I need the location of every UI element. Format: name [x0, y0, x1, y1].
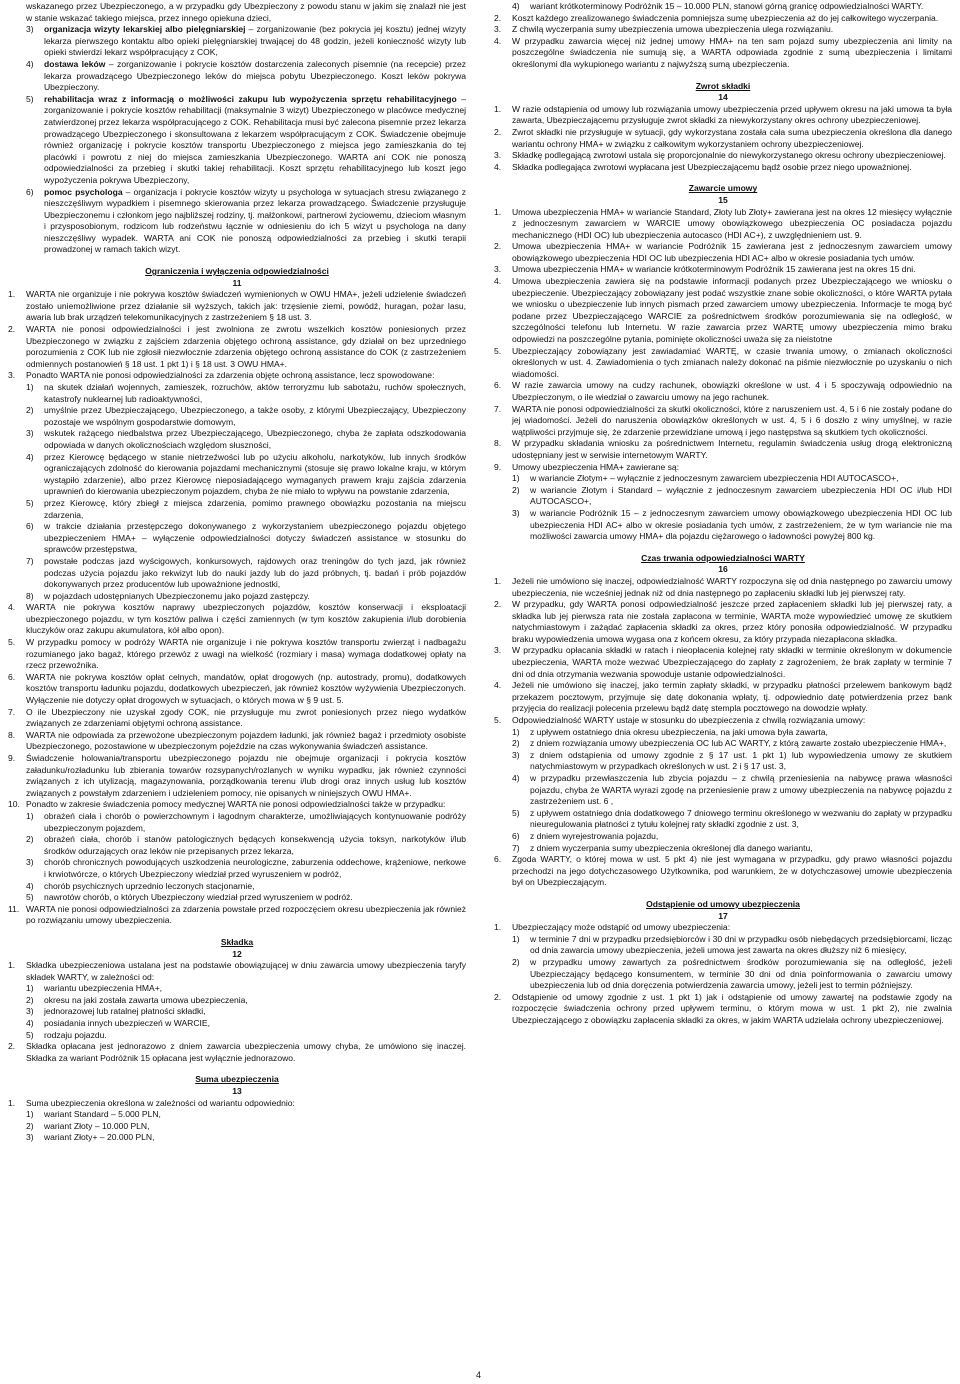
section-title: Suma ubezpieczenia: [195, 1074, 279, 1085]
item-number: 10.: [8, 799, 20, 810]
section-15: [494, 183, 952, 542]
section-number: 11: [232, 277, 242, 288]
item-text: W przypadku pomocy w podróży WARTA nie organizuje i nie pokrywa kosztów transportu zwierząt i nadbagażu rozumianego jako bagaż, którego przewóz z uwagi na wielkość (rozmiary i masa) wymaga dodatkowej opłaty na rzecz przewoźnika.: [26, 637, 466, 671]
item-text: wskutek rażącego niedbalstwa przez Ubezpieczającego, Ubezpieczonego, chyba że zapłata odszkodowania odpowiada w danych okolicznościach względom słuszności,: [44, 428, 466, 450]
item-text: chorób chronicznych powodujących uszkodzenia neurologiczne, zaburzenia oddechowe, krążeniowe, nerkowe i krwiotwórcze, o których Ubezpieczony wiedział przed wyruszeniem w podróż,: [44, 857, 466, 879]
list-subitem: [512, 738, 952, 750]
item-number: 1.: [8, 960, 16, 971]
item-number: 9.: [494, 461, 502, 472]
list-subitem: [512, 831, 952, 843]
list-item: [494, 715, 952, 727]
list-subitem: [512, 485, 952, 508]
item-text: W przypadku, gdy WARTA ponosi odpowiedzialność jeszcze przed zapłaceniem składki lub jej pierwszej raty, a składka lub jej pierwsza rata nie została zapłacona w terminie, WARTA może wypowiedzieć umowę ze skutkiem natychmiastowym i zażądać zapłacenia składki za okres, przez który ponosiła odpowiedzialność. W przypadku braku wypowiedzenia umowa wygasa ona z końcem okresu, za który przypada niezapłacona składka.: [512, 599, 952, 644]
list-subitem: [26, 94, 466, 187]
item-number: 3): [26, 24, 34, 35]
list-subitem: [26, 556, 466, 591]
item-number: 9.: [8, 753, 16, 763]
item-text: Umowa ubezpieczenia HMA+ w wariancie Podróżnik 15 zawierana jest z jednoczesnym zawarciem umowy obowiązkowego ubezpieczenia HDI OC lub ubezpieczenia HDI AC+ albo w okresie posiadania tych umów.: [512, 241, 952, 263]
item-number: 4): [512, 773, 520, 783]
item-text: przez Kierowcę, który zbiegł z miejsca zdarzenia, pomimo prawnego obowiązku pozostania na miejscu zdarzenia,: [44, 497, 466, 520]
item-number: 2): [512, 484, 520, 495]
section-17: [494, 899, 952, 1027]
item-text: Składka podlegająca zwrotowi wypłacana jest Ubezpieczającemu bądź osobie przez niego upoważnionej.: [512, 161, 912, 172]
list-item: [8, 289, 466, 324]
list-item: [494, 680, 952, 715]
item-number: 4): [26, 880, 34, 891]
item-text: powstałe podczas jazd wyścigowych, konkursowych, rajdowych oraz treningów do tych jazd, jak również podczas użycia pojazdu jako rekwizyt lub do nauki jazdy lub do jazd próbnych, tj. badań i prób pojazdów dokonywanych przez producentów lub upoważnione jednostki,: [44, 555, 466, 590]
item-text: Jeżeli nie umówiono się inaczej, jako termin zapłaty składki, w przypadku płatności przelewem bankowym bądź przekazem pocztowym, przyjmuje się datę dokonania wpłaty, tj. odpowiednio datę potwierdzenia przez bank przyjęcia do realizacji polecenia przelewu bądź datę stempla pocztowego na dowodzie wpłaty.: [512, 680, 952, 714]
list-item: [494, 462, 952, 474]
item-text: Ponadto w zakresie świadczenia pomocy medycznej WARTA nie ponosi odpowiedzialności także w przypadku:: [26, 799, 446, 810]
item-text: Odpowiedzialność WARTY ustaje w stosunku do ubezpieczenia z chwilą rozwiązania umowy:: [512, 715, 866, 726]
item-number: 7): [512, 842, 520, 853]
item-number: 3): [26, 857, 34, 868]
item-text: WARTA nie organizuje i nie pokrywa kosztów świadczeń wymienionych w OWU HMA+, jeżeli udzielenie świadczeń zostało uniemożliwione przez działanie sił wyższych, takich jak: trzęsienie ziemi, powódź, huragan, pożar lasu, awaria lub brak urządzeń telekomunikacyjnych z zastrzeżeniem § 18 ust. 3.: [26, 289, 466, 323]
item-text: Składkę podlegającą zwrotowi ustala się proporcjonalnie do niewykorzystanego okresu ochrony ubezpieczeniowej.: [512, 150, 946, 161]
section-title: Zawarcie umowy: [688, 183, 758, 194]
list-item: [494, 276, 952, 346]
item-number: 5.: [8, 637, 16, 648]
item-text: w przypadku przewłaszczenia lub zbycia pojazdu – z chwilą przeniesienia na nabywcę prawa własności pojazdu, chyba że WARTA wyrazi zgodę na przeniesienie praw z umowy ubezpieczenia na nabywcę pojazdu z zastrzeżeniem ust. 6 ,: [530, 773, 952, 807]
item-number: 2.: [494, 599, 502, 610]
item-number: 1): [26, 983, 34, 994]
item-text: z upływem ostatniego dnia okresu ubezpieczenia, na jaki umowa była zawarta,: [530, 726, 828, 737]
item-number: 5.: [494, 345, 502, 356]
item-heading: rehabilitacja wraz z informacją o możliwości zakupu lub wypożyczenia sprzętu rehabilitacyjnego: [44, 93, 457, 104]
list-item: [8, 730, 466, 753]
item-number: 3): [26, 1132, 34, 1143]
list-subitem: [512, 773, 952, 808]
item-number: 2.: [494, 126, 502, 137]
list-item: [8, 324, 466, 370]
list-subitem: [512, 1, 952, 13]
item-number: 3): [512, 749, 520, 760]
list-item: [494, 380, 952, 403]
item-text: chorób psychicznych uprzednio leczonych stacjonarnie,: [44, 880, 255, 891]
item-number: 4.: [494, 276, 502, 287]
item-text: Suma ubezpieczenia określona w zależności od wariantu odpowiednio:: [26, 1097, 295, 1108]
item-text: w przypadku umowy zawartych za pośrednictwem środków porozumiewania się na odległość, jeżeli Ubezpieczający będącego konsumentem, w terminie 30 dni od dnia poinformowania o zawarciu umowy ubezpieczenia lub od dnia doręczenia potwierdzenia zawarcia umowy, jeżeli jest to termin późniejszy.: [530, 956, 952, 991]
right-column: [494, 1, 952, 1373]
item-text: w terminie 7 dni w przypadku przedsiębiorców i 30 dni w przypadku osób niebędących przedsiębiorcami, licząc od dnia zawarcia umowy ubezpieczenia, jeżeli umowa jest zawarta na okres dłuższy niż 6 miesięcy,: [530, 933, 952, 956]
list-item: [494, 576, 952, 599]
item-number: 7): [26, 555, 34, 566]
item-text: przez Kierowcę będącego w stanie nietrzeźwości lub po użyciu alkoholu, narkotyków, lub innych środków ograniczających zdolność do kierowania pojazdami mechanicznymi (stosuje się prawo lokalne kraju, w którym wystąpiło zdarzenie), albo przez Kierowcę nieposiadającego wymaganych prawem kraju zajścia zdarzenia uprawnień do kierowania ubezpieczonym pojazdem, chyba że nie miało to wpływu na powstanie zdarzenia,: [44, 451, 466, 497]
list-subitem: [26, 857, 466, 880]
item-number: 2): [26, 834, 34, 845]
list-subitem: [26, 521, 466, 556]
item-number: 11.: [8, 903, 20, 914]
list-subitem: [26, 405, 466, 428]
list-subitem: [26, 382, 466, 405]
item-text: WARTA nie pokrywa kosztów opłat celnych, mandatów, opłat drogowych (np. autostrady, promu), dodatkowych kosztów transportu ładunku pojazdu, dodatkowych ubezpieczeń, jak również kosztów wyżywienia Ubezpieczonych. Wyłączenie nie dotyczy opłat drogowych w sytuacjach, o których mowa w § 9 ust. 5.: [26, 671, 466, 706]
item-text: W razie odstąpienia od umowy lub rozwiązania umowy ubezpieczenia przed upływem okresu na jaki umowa ta była zawarta, Ubezpieczającemu przysługuje zwrot składki za niewykorzystany okres ochrony ubezpieczeniowej.: [512, 103, 952, 126]
list-item: [8, 370, 466, 382]
list-subitem: [26, 1018, 466, 1030]
item-text: w wariancie Podróżnik 15 – z jednoczesnym zawarciem umowy obowiązkowego ubezpieczenia HDI OC lub ubezpieczenia HDI AC+ albo w okresie posiadania tych umów, z zastrzeżeniem, że w tym wariancie nie ma możliwości zawarcia umowy HMA+ dla pojazdu ciężarowego o ładowności powyżej 800 kg.: [530, 507, 952, 542]
section-title: Ograniczenia i wyłączenia odpowiedzialności: [145, 266, 329, 277]
item-text: z dniem wyczerpania sumy ubezpieczenia określonej dla danego wariantu,: [530, 842, 813, 853]
list-item: [494, 992, 952, 1027]
list-item: [494, 13, 952, 25]
item-text: wariant Złoty – 10.000 PLN,: [44, 1120, 150, 1131]
item-number: 2.: [494, 12, 502, 23]
paragraph-continuation: wskazanego przez Ubezpieczonego, a w przypadku gdy Ubezpieczony z powodu stanu w jakim się znalazł nie jest w stanie wskazać takiego miejsca, przez innego opiekuna dzieci,: [26, 1, 466, 23]
list-item: [494, 104, 952, 127]
list-item: [494, 438, 952, 461]
item-number: 1): [512, 933, 520, 944]
item-text: Składka ubezpieczeniowa ustalana jest na podstawie obowiązującej w dniu zawarcia umowy ubezpieczenia taryfy składek WARTY, w zależności od:: [26, 960, 466, 982]
item-number: 6): [26, 186, 34, 197]
left-column: [8, 1, 466, 1373]
item-text: okresu na jaki została zawarta umowa ubezpieczenia,: [44, 994, 248, 1005]
list-subitem: [26, 24, 466, 59]
list-item: [8, 799, 466, 811]
item-number: 3.: [494, 24, 502, 35]
section-title: Zwrot składki: [695, 80, 751, 91]
section-number: 16: [718, 564, 728, 575]
section-number: 14: [718, 92, 728, 103]
list-item: [494, 24, 952, 36]
section-number: 17: [718, 910, 728, 921]
item-text: WARTA nie odpowiada za przewożone ubezpieczonym pojazdem ładunki, jak również bagaż i przedmioty osobiste Ubezpieczonego, pozostawione w ubezpieczonym pojeździe na czas wykonywania świadczeń assistance.: [26, 729, 466, 752]
item-text: W razie zawarcia umowy na cudzy rachunek, obowiązki określone w ust. 4 i 5 spoczywają odpowiednio na Ubezpieczonym, o ile wiedział o zawarciu umowy na jego rachunek.: [512, 380, 952, 402]
item-number: 4): [26, 451, 34, 462]
list-item: [494, 150, 952, 162]
item-text: W przypadku zawarcia więcej niż jednej umowy HMA+ na ten sam pojazd sumy ubezpieczenia ani limity na poszczególne świadczenia nie sumują się, a WARTA odpowiada zgodnie z sumą ubezpieczenia i limitami określonymi dla wykupionego wariantu z najwyższą sumą ubezpieczenia.: [512, 35, 952, 69]
item-text: W przypadku składania wniosku za pośrednictwem Internetu, regulamin świadczenia usług drogą elektroniczną udostępniany jest w serwisie internetowym WARTY.: [512, 438, 952, 460]
item-text: Zgoda WARTY, o której mowa w ust. 5 pkt 4) nie jest wymagana w przypadku, gdy prawo własności pojazdu przechodzi na jego dotychczasowego Użytkownika, pod warunkiem, że w dotychczasowej umowie ubezpieczenia był on Ubezpieczającym.: [512, 854, 952, 888]
list-item: [8, 707, 466, 730]
list-subitem: [26, 1109, 466, 1121]
item-number: 4.: [494, 35, 502, 46]
item-heading: pomoc psychologa: [44, 186, 123, 197]
item-text: Odstąpienie od umowy zgodnie z ust. 1 pkt 1) jak i odstąpienie od umowy zawartej na podstawie zgody na rozpoczęcie świadczenia ochrony przed upływem terminu, o którym mowa w ust. 1 pkt 2), nie zwalnia Ubezpieczającego z obowiązku zapłacenia składki za okres, w jakim WARTA udzielała ochrony ubezpieczeniowej.: [512, 991, 952, 1025]
item-text: Z chwilą wyczerpania sumy ubezpieczenia umowa ubezpieczenia ulega rozwiązaniu.: [512, 24, 834, 35]
page-number: 4: [476, 1370, 482, 1380]
item-text: jednorazowej lub ratalnej płatności składki,: [44, 1006, 206, 1017]
item-text: rodzaju pojazdu.: [44, 1029, 107, 1040]
list-subitem: [26, 1030, 466, 1042]
list-item: [494, 854, 952, 889]
item-number: 6): [26, 521, 34, 532]
list-subitem: [26, 1121, 466, 1133]
list-subitem: [512, 957, 952, 992]
item-number: 4.: [494, 680, 502, 691]
list-subitem: [26, 59, 466, 94]
item-text: wariantu ubezpieczenia HMA+,: [44, 983, 163, 994]
right-column-intro: [494, 1, 952, 71]
item-number: 2): [512, 738, 520, 749]
item-text: z upływem ostatniego dnia dodatkowego 7 dniowego terminu określonego w wezwaniu do zapłaty w przypadku nieuregulowania płatności z tytułu kolejnej raty składki zgodnie z ust. 3,: [530, 807, 952, 830]
item-text: Ponadto WARTA nie ponosi odpowiedzialności za zdarzenia objęte ochroną assistance, lecz spowodowane:: [26, 370, 435, 381]
item-text: wariant Złoty+ – 20.000 PLN,: [44, 1132, 155, 1143]
list-subitem: [512, 843, 952, 855]
item-number: 4): [512, 1, 520, 11]
item-number: 8.: [494, 438, 502, 449]
item-number: 3.: [8, 370, 16, 381]
list-item: [494, 346, 952, 381]
item-heading: organizacja wizyty lekarskiej albo pielęgniarskiej: [44, 24, 246, 35]
item-text: z dniem odstąpienia od umowy zgodnie z § 17 ust. 1 pkt 1) lub wypowiedzenia umowy ze skutkiem natychmiastowym w przypadkach określonych w ust. 2 i § 17 ust. 3,: [530, 749, 952, 772]
item-number: 1): [512, 473, 520, 484]
list-item: [8, 1041, 466, 1064]
list-item: [494, 599, 952, 645]
item-number: 1.: [494, 206, 502, 217]
list-subitem: [26, 1132, 466, 1144]
list-subitem: [26, 591, 466, 603]
item-text: w wariancie Złotym i Standard – wyłącznie z jednoczesnym zawarciem ubezpieczenia HDI OC i/lub HDI AUTOCASCO+,: [530, 484, 952, 507]
item-number: 3): [26, 1006, 34, 1017]
section-title: Odstąpienie od umowy ubezpieczenia: [646, 898, 800, 909]
item-number: 5): [26, 497, 34, 508]
item-number: 2): [512, 956, 520, 967]
item-text: wariant Standard – 5.000 PLN,: [44, 1109, 161, 1120]
section-13: [8, 1074, 466, 1144]
item-number: 5): [26, 892, 34, 903]
item-number: 5): [512, 807, 520, 818]
section-14: [494, 81, 952, 174]
item-number: 7.: [494, 403, 502, 414]
list-subitem: [26, 834, 466, 857]
list-subitem: [26, 811, 466, 834]
item-number: 3): [512, 507, 520, 518]
list-item: [494, 922, 952, 934]
item-number: 1.: [8, 289, 16, 300]
item-text: – organizacja i pokrycie kosztów wizyty u psychologa w sytuacjach stresu związanego z nieszczęśliwym wypadkiem i pisemnego skierowania przez lekarza prowadzącego. Świadczenie przysługuje Ubezpieczonemu i członkom jego najbliższej rodziny, tj. małżonkowi, partnerowi życiowemu, dzieciom własnym i przysposobionym, rodzicom lub rodzeństwu łącznie w odniesieniu do ich 5 wizyt u psychologa na dany nieszczęśliwy wypadek. WARTA ani COK nie ponoszą odpowiedzialności za przebieg i skutki terapii prowadzonej w ramach takich wizyt.: [44, 186, 466, 255]
list-subitem: [26, 983, 466, 995]
list-subitem: [26, 187, 466, 257]
item-number: 6.: [494, 854, 502, 865]
item-text: WARTA nie ponosi odpowiedzialności i jest zwolniona ze zwrotu wszelkich kosztów poniesionych przez Ubezpieczonego w związku z zajściem zdarzenia objętego ochroną assistance, gdy działał on bez uprzedniego porozumienia z COK lub nie zgłosił niezwłocznie zdarzenia objętego ochroną assistance do COK (z zastrzeżeniem odmiennych postanowień § 18 ust. 1 pkt 1) i § 18 ust. 3 OWU HMA+.: [26, 324, 466, 369]
item-number: 1.: [494, 575, 502, 586]
item-text: Jeżeli nie umówiono się inaczej, odpowiedzialność WARTY rozpoczyna się od dnia następnego po zawarciu umowy ubezpieczenia, nie wcześniej jednak niż od dnia następnego po zapłaceniu składki lub jej pierwszej raty.: [512, 575, 952, 598]
section-12: [8, 937, 466, 1065]
list-subitem: [26, 881, 466, 893]
item-text: Umowy ubezpieczenia HMA+ zawierane są:: [512, 461, 679, 472]
section-number: 15: [718, 194, 728, 205]
list-subitem: [512, 808, 952, 831]
list-subitem: [512, 473, 952, 485]
list-item: [494, 207, 952, 242]
list-item: [8, 960, 466, 983]
item-number: 2): [26, 1120, 34, 1131]
list-subitem: [26, 892, 466, 904]
item-number: 4): [26, 1018, 34, 1029]
item-number: 6.: [494, 380, 502, 391]
item-text: Świadczenie holowania/transportu ubezpieczonego pojazdu nie obejmuje organizacji i pokrycia kosztów załadunku/rozładunku lub zbierania towarów rozsypanych/rozlanych w wyniku wypadku, jak również czynności związanych z ich utylizacją, magazynowania, porządkowania terenu i/lub drogi oraz innych usług lub kosztów związanych z powstałym zdarzeniem i udzieleniem pomocy, nie opisanych w niniejszych OWU HMA+.: [26, 753, 466, 798]
list-subitem: [26, 995, 466, 1007]
list-item: [8, 637, 466, 672]
list-item: [494, 404, 952, 439]
item-number: 2.: [494, 241, 502, 252]
item-number: 3.: [494, 150, 502, 161]
section-number: 13: [232, 1086, 242, 1097]
list-item: [494, 645, 952, 680]
list-item: [494, 127, 952, 150]
list-item: [8, 602, 466, 637]
item-text: – zorganizowanie i pokrycie kosztów rehabilitacji (maksymalnie 3 wizyt) Ubezpieczonego w placówce medycznej zatwierdzonej przez lekarza współpracującego z COK. Rehabilitacja musi być zalecona pisemnie przez lekarza prowadzącego Ubezpieczonego i skonsultowana z lekarzem współpracującym z COK. Świadczenie obejmuje również organizację i pokrycie kosztów transportu Ubezpieczonego z miejsca jego zamieszkania do tej placówki i powrotu z niej do miejsca zamieszkania Ubezpieczonego. WARTA ani COK nie ponoszą odpowiedzialności za przebieg i skutki takiej rehabilitacji. Koszt sprzętu rehabilitacyjnego lub koszt jego wypożyczenia pokrywa Ubezpieczony,: [44, 93, 466, 185]
item-text: nawrotów chorób, o których Ubezpieczony wiedział przed wyruszeniem w podróż.: [44, 892, 353, 903]
item-number: 1): [26, 810, 34, 821]
item-number: 1.: [494, 922, 502, 933]
item-text: w pojazdach udostępnianych Ubezpieczonemu jako pojazd zastępczy.: [44, 590, 310, 601]
list-subitem: [512, 727, 952, 739]
list-item: [494, 241, 952, 264]
item-number: 2.: [494, 991, 502, 1002]
list-item: [494, 162, 952, 174]
item-number: 5): [26, 1029, 34, 1040]
item-number: 1): [26, 1109, 34, 1120]
section-title: Czas trwania odpowiedzialności WARTY: [641, 552, 805, 563]
item-number: 8): [26, 590, 34, 601]
item-number: 6): [512, 830, 520, 841]
item-text: wariant krótkoterminowy Podróżnik 15 – 10.000 PLN, stanowi górną granicę odpowiedzialności WARTY.: [530, 1, 924, 11]
item-text: – zorganizowanie i pokrycie kosztów dostarczenia zaleconych pisemnie (na recepcie) przez lekarza prowadzącego Ubezpieczonego leków do miejsca pobytu Ubezpieczonego. Koszt leków pokrywa Ubezpieczony.: [44, 58, 466, 93]
item-text: Ubezpieczający zobowiązany jest zawiadamiać WARTĘ, w czasie trwania umowy, o zmianach okoliczności określonych w ust. 4. Zawiadomienia o tych zmianach należy dokonać na piśmie niezwłocznie po uzyskaniu o nich wiadomości.: [512, 345, 952, 379]
item-number: 7.: [8, 706, 16, 717]
list-subitem: [512, 750, 952, 773]
item-text: obrażeń ciała, chorób i stanów patologicznych będących konsekwencją użycia toksyn, narkotyków i/lub środków odurzających oraz leków nie przepisanych przez lekarza,: [44, 834, 466, 856]
item-text: Umowa ubezpieczenia zawiera się na podstawie informacji podanych przez Ubezpieczającego we wniosku o ubezpieczenie. Ubezpieczający zobowiązany jest podać wszystkie znane sobie okoliczności, o które WARTA pytała we wniosku o ubezpieczenie lub innych pismach przed zawarciem umowy ubezpieczenia. Informacje te mogą być podane przez Ubezpieczającego WARCIE za pośrednictwem środków porozumiewania się na odległość, w szczególności telefonu lub Internetu. W razie zawarcia przez WARTĘ umowy ubezpieczenia mimo braku odpowiedzi na poszczególne pytania, pominięte okoliczności uważa się za nieistotne: [512, 276, 952, 345]
item-text: obrażeń ciała i chorób o powierzchownym i łagodnym charakterze, umożliwiających kontynuowanie podróży ubezpieczonym pojazdem,: [44, 810, 466, 833]
item-text: O ile Ubezpieczony nie uzyskał zgody COK, nie przysługuje mu zwrot poniesionych przez niego wydatków związanych ze zdarzeniami objętymi ochroną assistance.: [26, 706, 466, 729]
list-item: [8, 1098, 466, 1110]
item-text: w trakcie działania przestępczego dokonywanego z wykorzystaniem ubezpieczonego pojazdu objętego ubezpieczeniem HMA+ – wyłączenie odpowiedzialności dotyczy świadczeń assistance w stosunku do sprawców przestępstwa,: [44, 521, 466, 555]
item-text: na skutek działań wojennych, zamieszek, rozruchów, aktów terroryzmu lub sabotażu, ruchów społecznych, katastrofy nuklearnej lub radioaktywności,: [44, 382, 466, 404]
list-subitem: [512, 508, 952, 543]
item-text: Zwrot składki nie przysługuje w sytuacji, gdy wykorzystana została cała suma ubezpieczenia określona dla danego wariantu ochrony HMA+ w związku z całkowitym wykorzystaniem ochrony ubezpieczeniowej.: [512, 126, 952, 149]
item-text: Koszt każdego zrealizowanego świadczenia pomniejsza sumę ubezpieczenia aż do jej całkowitego wyczerpania.: [512, 12, 939, 23]
item-number: 2.: [8, 1041, 16, 1052]
item-text: Umowa ubezpieczenia HMA+ w wariancie krótkoterminowym Podróżnik 15 zawierana jest na okres 15 dni.: [512, 264, 916, 275]
item-number: 3.: [494, 645, 502, 656]
list-item: [8, 672, 466, 707]
list-item: [8, 753, 466, 799]
list-subitem: [512, 934, 952, 957]
item-number: 4): [26, 58, 34, 69]
item-number: 8.: [8, 729, 16, 740]
section-16: [494, 553, 952, 889]
section-11: [8, 266, 466, 927]
item-heading: dostawa leków: [44, 58, 106, 69]
item-number: 1): [512, 726, 520, 737]
list-item: [494, 36, 952, 71]
item-text: WARTA nie ponosi odpowiedzialności za skutki okoliczności, które z naruszeniem ust. 4, 5 i 6 nie zostały podane do jej wiadomości. Jeżeli do naruszenia obowiązków określonych w ust. 4, 5 i 6 doszło z winy umyślnej, w razie wątpliwości przyjmuje się, że zdarzenie przewidziane umową i jego następstwa są skutkiem tych okoliczności.: [512, 403, 952, 437]
list-subitem: [26, 1006, 466, 1018]
item-text: posiadania innych ubezpieczeń w WARCIE,: [44, 1018, 210, 1029]
section-title: Składka: [220, 936, 254, 947]
item-text: z dniem wyrejestrowania pojazdu,: [530, 830, 659, 841]
item-number: 1.: [494, 103, 502, 114]
list-subitem: [26, 452, 466, 498]
item-text: – zorganizowanie (bez pokrycia jej kosztu) jednej wizyty lekarza pierwszego kontaktu albo opieki pielęgniarskiej trwającej do 48 godzin, jeżeli konieczność wizyty lub opieki stwierdzi lekarz współpracujący z COK,: [44, 24, 466, 58]
item-number: 3.: [494, 264, 502, 275]
item-number: 2): [26, 994, 34, 1005]
list-item: [494, 264, 952, 276]
list-subitem: [26, 428, 466, 451]
item-number: 5.: [494, 715, 502, 726]
item-text: W przypadku opłacania składki w ratach i nieopłacenia kolejnej raty składki w terminie określonym w dokumencie ubezpieczenia, WARTA może wezwać Ubezpieczającego do zapłaty z zagrożeniem, że brak zapłaty w terminie 7 dni od dnia otrzymania wezwania spowoduje ustanie odpowiedzialności.: [512, 645, 952, 679]
item-number: 4.: [494, 161, 502, 172]
section-number: 12: [232, 948, 242, 959]
item-text: WARTA nie ponosi odpowiedzialności za zdarzenia powstałe przed rozpoczęciem okresu ubezpieczenia jak również po rozwiązaniu umowy ubezpieczenia.: [26, 903, 466, 926]
item-number: 4.: [8, 602, 16, 613]
item-number: 1.: [8, 1097, 16, 1108]
list-subitem: [26, 498, 466, 521]
item-number: 3): [26, 428, 34, 439]
left-column-intro: [8, 1, 466, 256]
item-text: umyślnie przez Ubezpieczającego, Ubezpieczonego, a także osoby, z którymi Ubezpieczający, Ubezpieczony pozostaje we wspólnym gospodarstwie domowym,: [44, 405, 466, 427]
item-text: WARTA nie pokrywa kosztów naprawy ubezpieczonych pojazdów, kosztów konserwacji i eksploatacji ubezpieczonego pojazdu, w tym kosztów paliwa i części zamiennych (w tym kosztów zakupienia i/lub dorobienia kluczyków oraz zakupu akumulatora, kół albo opon).: [26, 602, 466, 636]
item-text: Ubezpieczający może odstąpić od umowy ubezpieczenia:: [512, 922, 731, 933]
item-number: 5): [26, 93, 34, 104]
item-text: Składka opłacana jest jednorazowo z dniem zawarcia ubezpieczenia umowy chyba, że umówiono się inaczej. Składka za wariant Podróżnik 15 opłacana jest wyłącznie jednorazowo.: [26, 1041, 466, 1063]
item-text: w wariancie Złotym+ – wyłącznie z jednoczesnym zawarciem ubezpieczenia HDI AUTOCASCO+,: [530, 473, 899, 484]
item-text: z dniem rozwiązania umowy ubezpieczenia OC lub AC WARTY, z którą zawarte zostało ubezpieczenie HMA+,: [530, 738, 947, 749]
item-number: 6.: [8, 671, 16, 682]
list-item: [8, 904, 466, 927]
item-number: 2.: [8, 324, 16, 335]
item-number: 1): [26, 382, 34, 392]
item-text: Umowa ubezpieczenia HMA+ w wariancie Standard, Złoty lub Złoty+ zawierana jest na okres 12 miesięcy wyłącznie z jednoczesnym zawarciem w WARCIE umowy obowiązkowego ubezpieczenia OC posiadacza pojazdu mechanicznego (HDI OC) lub ubezpieczenia autocasco (HDI AC+), z uwzględnieniem ust. 9.: [512, 206, 952, 240]
item-number: 2): [26, 405, 34, 416]
